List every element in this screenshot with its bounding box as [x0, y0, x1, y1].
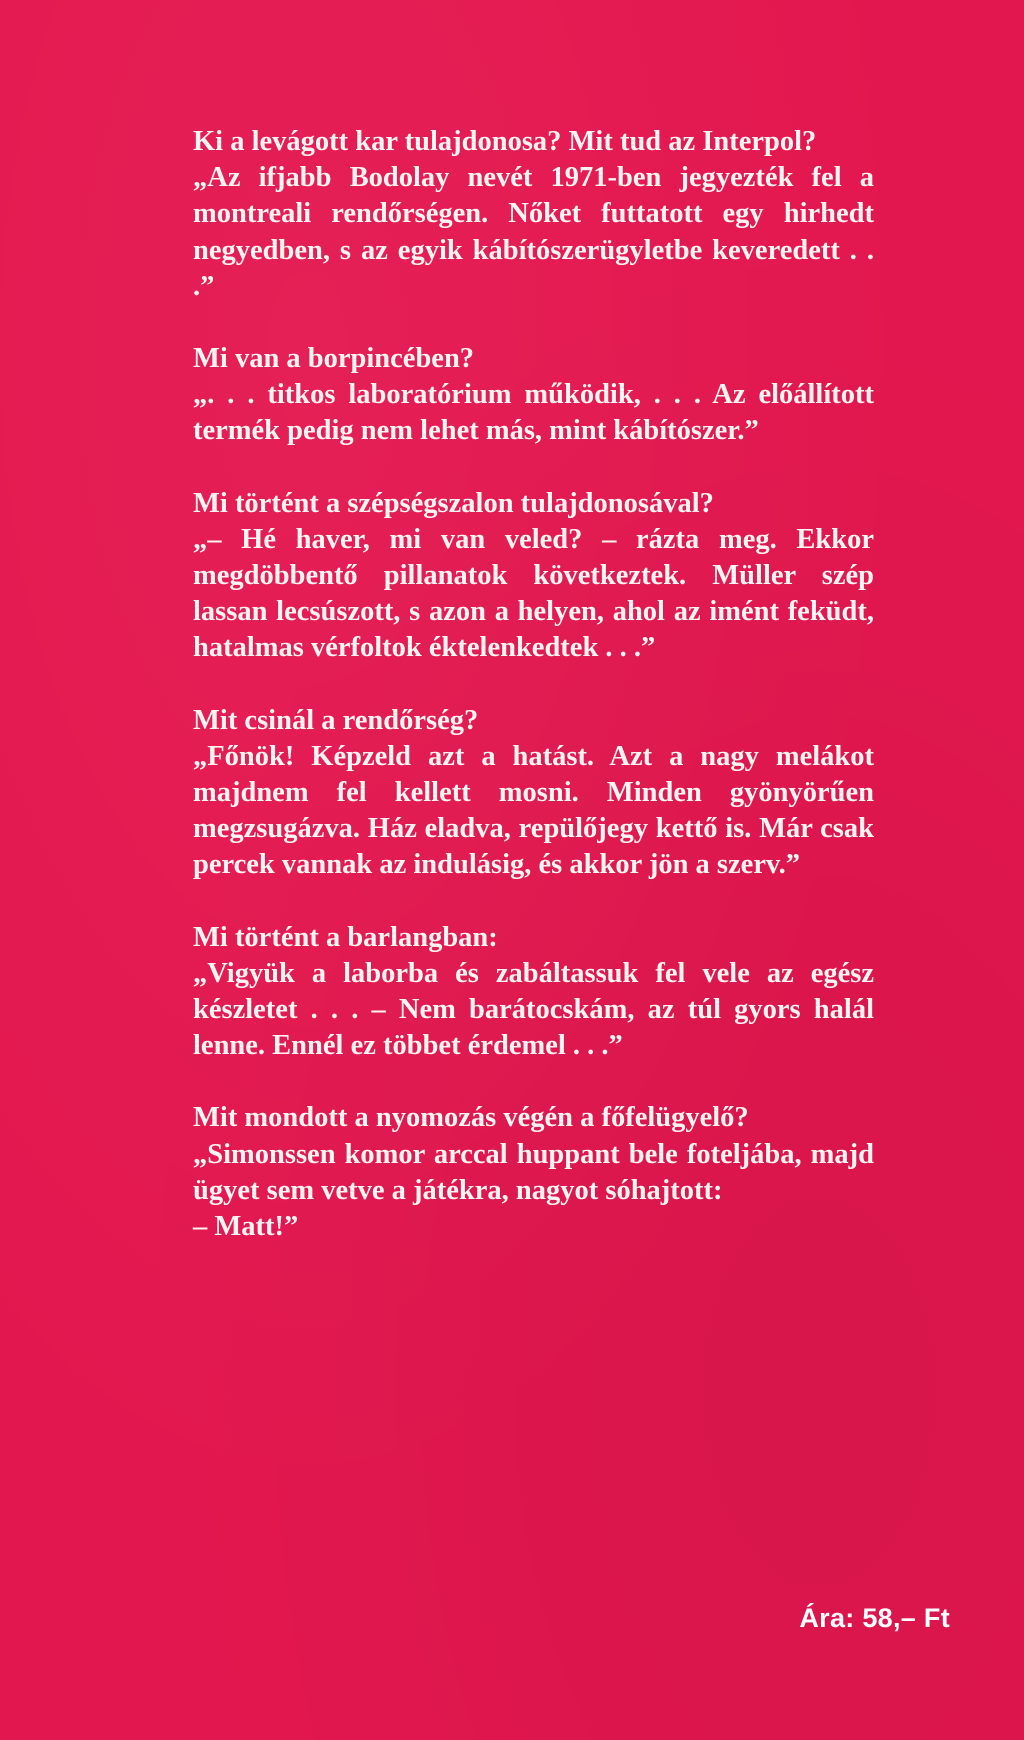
blurb-question: Mit csinál a rendőrség? [193, 704, 479, 736]
blurb-quote: „Simonssen komor arccal huppant bele foteljába, majd ügyet sem vetve a játékra, nagyot sóhajtott: [193, 1138, 874, 1206]
blurb-cave [193, 920, 874, 1065]
blurb-chief-inspector [193, 1100, 874, 1245]
blurb-quote: „– Hé haver, mi van veled? – rázta meg. Ekkor megdöbbentő pillanatok következtek. Müller szép lassan lecsúszott, s azon a helyen, ahol az imént feküdt, hatalmas vérfoltok éktelenkedtek . . .” [193, 523, 874, 664]
blurb-interpol [193, 124, 874, 305]
blurb-police [193, 703, 874, 884]
blurb-beauty-salon [193, 486, 874, 667]
price-label: Ára: 58,– Ft [799, 1603, 950, 1633]
blurb-quote-end: – Matt!” [193, 1211, 299, 1243]
blurb-question: Mit mondott a nyomozás végén a főfelügyelő? [193, 1102, 749, 1134]
blurb-question: Mi történt a szépségszalon tulajdonosával? [193, 487, 714, 519]
blurb-quote: „Az ifjabb Bodolay nevét 1971-ben jegyezték fel a montreali rendőrségen. Nőket futtatott egy hirhedt negyedben, s az egyik kábítószerügyletbe keveredett . . .” [193, 162, 874, 302]
blurb-quote: „. . . titkos laboratórium működik, . . . Az előállított termék pedig nem lehet más, mint kábítószer.” [193, 379, 874, 447]
blurb-question: Mi történt a barlangban: [193, 921, 498, 953]
blurb-question: Mi van a borpincében? [193, 343, 475, 375]
blurb-quote: „Vigyük a laborba és zabáltassuk fel vele az egész készletet . . . – Nem barátocskám, az túl gyors halál lenne. Ennél ez többet érdemel . . .” [193, 957, 874, 1062]
blurb-wine-cellar [193, 341, 874, 450]
blurb-quote: „Főnök! Képzeld azt a hatást. Azt a nagy melákot majdnem fel kellett mosni. Minden gyönyörűen megzsugázva. Ház eladva, repülőjegy kettő is. Már csak percek vannak az indulásig, és akkor jön a szerv.” [193, 740, 874, 881]
blurb-question: Ki a levágott kar tulajdonosa? Mit tud az Interpol? [193, 126, 817, 157]
blurb-column [193, 124, 874, 1281]
